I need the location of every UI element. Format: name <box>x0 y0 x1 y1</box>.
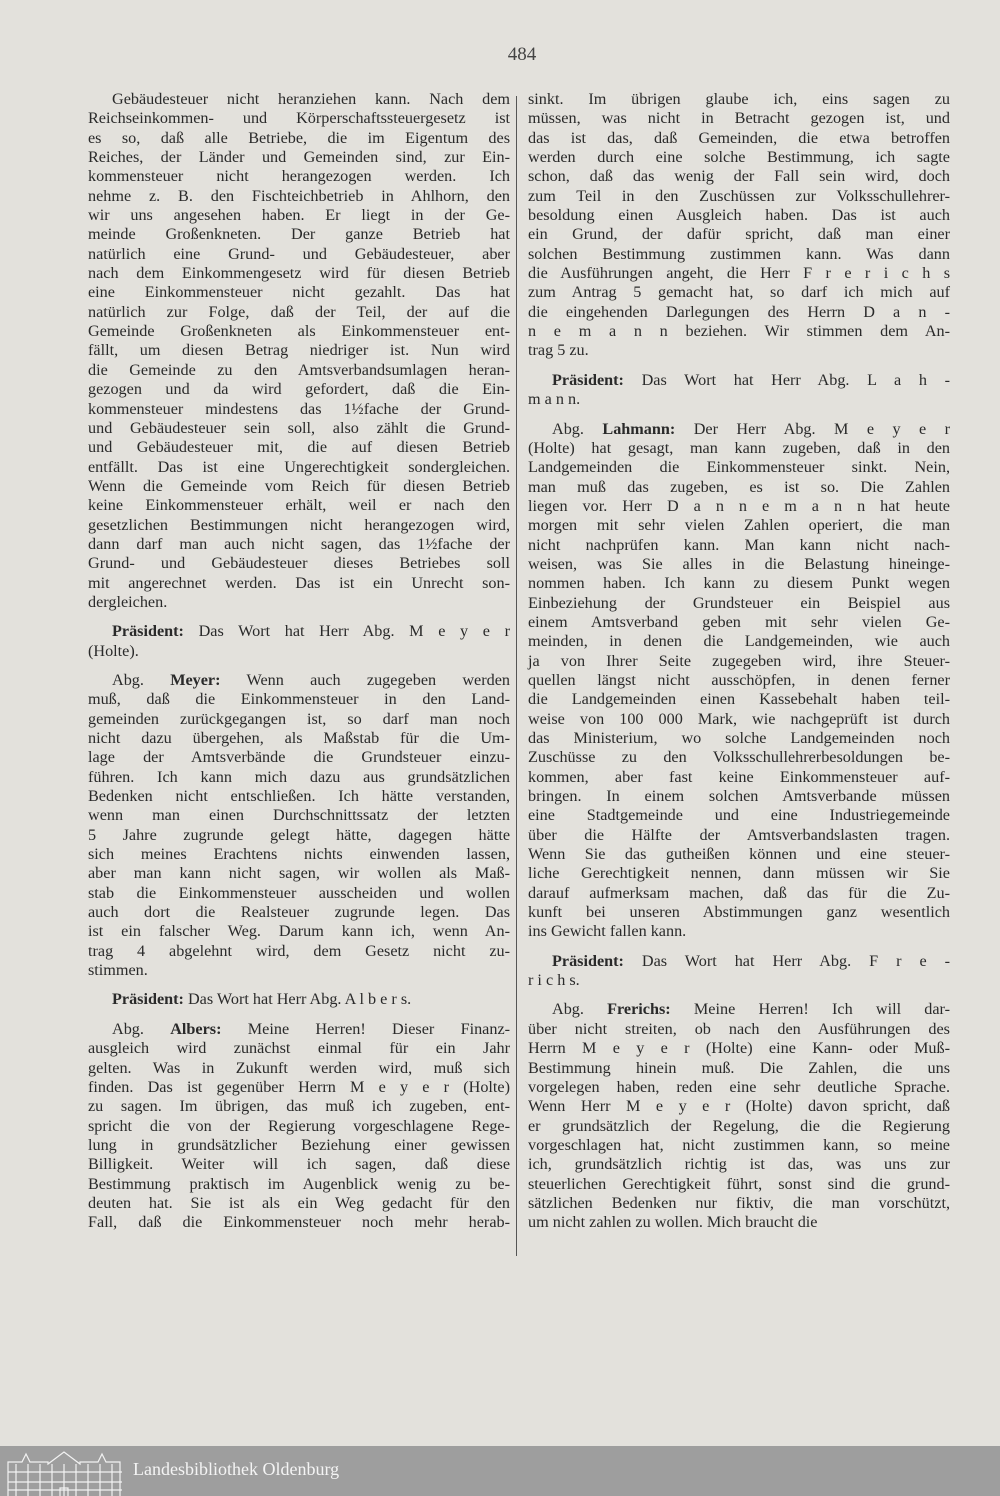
line-text: Wenn Herr M e y e r (Holte) davon spricht, daß <box>528 1097 950 1116</box>
column-divider <box>516 96 517 1256</box>
line-text: Wenn auch zugegeben werden <box>246 670 510 689</box>
text-line <box>528 109 950 128</box>
line-text: Reichseinkommen- und Körperschaftssteuergesetz ist <box>88 109 510 128</box>
line-text: gesetzlichen Bestimmungen nicht herangezogen wird, <box>88 515 510 534</box>
line-text: Wenn Sie das gutheißen können und eine steuer- <box>528 845 950 864</box>
line-text: morgen mit sehr vielen Zahlen operiert, die man <box>528 516 950 535</box>
speech-paragraph <box>528 1000 950 1232</box>
text-line <box>528 516 950 535</box>
text-line <box>88 322 510 341</box>
line-text: Wenn die Gemeinde vom Reich für diesen Betrieb <box>88 476 510 495</box>
text-line <box>88 768 510 787</box>
speech-paragraph <box>88 1020 510 1233</box>
text-line <box>528 1097 950 1116</box>
line-text: die Landgemeinden einen Kassebehalt haben teil- <box>528 690 950 709</box>
text-line <box>528 371 950 390</box>
text-line <box>88 690 510 709</box>
line-text: dergleichen. <box>88 592 168 611</box>
text-line <box>528 1117 950 1136</box>
text-line <box>528 148 950 167</box>
line-text: (Holte) hat gesagt, man kann zugeben, daß in den <box>528 438 950 457</box>
text-line <box>88 1213 510 1232</box>
text-line <box>88 341 510 360</box>
text-line <box>88 245 510 264</box>
text-line <box>88 748 510 767</box>
line-text: stab die Einkommensteuer ausscheiden und wollen <box>88 883 510 902</box>
line-text: (Holte). <box>88 641 139 660</box>
line-text: wir uns angesehen haben. Er liegt in der Ge- <box>88 206 510 225</box>
footer-banner <box>0 1446 1000 1496</box>
speech-paragraph <box>528 371 950 410</box>
text-line <box>528 1213 950 1232</box>
text-line <box>528 1039 950 1058</box>
speaker-prefix: Abg. <box>552 1000 584 1019</box>
line-text: die eingehenden Darlegungen des Herrn D a n - <box>528 302 950 321</box>
line-text: solchen Bestimmung zustimmen kann. Was dann <box>528 244 950 263</box>
text-line <box>528 245 950 264</box>
speech-paragraph <box>528 420 950 942</box>
text-line <box>88 671 510 690</box>
text-line <box>528 884 950 903</box>
line-text: n e m a n n beziehen. Wir stimmen dem An- <box>528 322 950 341</box>
text-line <box>88 1155 510 1174</box>
line-text: Billigkeit. Weiter will ich sagen, daß diese <box>88 1155 510 1174</box>
line-text: r i c h s. <box>528 971 580 990</box>
text-line <box>528 225 950 244</box>
text-line <box>528 1194 950 1213</box>
line-text: Bestimmung praktisch im Augenblick wenig zu be- <box>88 1174 510 1193</box>
text-line <box>528 1020 950 1039</box>
text-paragraph <box>528 90 950 361</box>
line-text: weise von 100 000 Mark, wie nachgeprüft ist durch <box>528 709 950 728</box>
line-text: kommensteuer nicht herangezogen werden. Ich <box>88 167 510 186</box>
line-text: über die Hälfte der Amtsverbandslasten tragen. <box>528 825 950 844</box>
line-text: sinkt. Im übrigen glaube ich, eins sagen zu <box>528 90 950 108</box>
line-text: vorgeschlagen hat, nicht zustimmen kann, so meine <box>528 1135 950 1154</box>
line-text: er grundsätzlich der Regelung, die die Regierung <box>528 1116 950 1135</box>
line-text: nehme z. B. den Fischteichbetrieb in Ahlhorn, den <box>88 186 510 205</box>
line-text: müssen, was nicht in Betracht gezogen ist, und <box>528 109 950 128</box>
line-text: natürlich zur Folge, daß der Teil, der auf die <box>88 302 510 321</box>
text-line <box>88 1039 510 1058</box>
text-line <box>528 458 950 477</box>
text-line <box>88 574 510 593</box>
text-line <box>528 652 950 671</box>
line-text: führen. Ich kann mich dazu aus grundsätzlichen <box>88 767 510 786</box>
line-text: fällt, um diesen Betrag niedriger ist. Nun wird <box>88 341 510 360</box>
text-line <box>88 458 510 477</box>
text-line <box>88 438 510 457</box>
page-number: 484 <box>507 44 537 65</box>
line-text: gezogen und da wird gefordert, daß die Ein- <box>88 380 510 399</box>
text-line <box>88 225 510 244</box>
text-line <box>88 1136 510 1155</box>
line-text: es so, daß alle Betriebe, die im Eigentum des <box>88 128 510 147</box>
line-text: kunft bei unseren Abstimmungen ganz wesentlich <box>528 903 950 922</box>
text-line <box>528 574 950 593</box>
line-text: Landgemeinden die Einkommensteuer sinkt. Nein, <box>528 458 950 477</box>
line-text: trag 4 abgelehnt wird, dem Gesetz nicht zu- <box>88 941 510 960</box>
line-text: Das Wort hat Herr Abg. F r e - <box>641 951 951 970</box>
text-line <box>528 613 950 632</box>
text-line <box>88 1175 510 1194</box>
text-line <box>88 400 510 419</box>
line-text: ist ein falscher Weg. Darum kann ich, wenn An- <box>88 922 510 941</box>
text-line <box>528 439 950 458</box>
line-text: einem Amtsverband geben mit sehr vielen Ge- <box>528 612 950 631</box>
line-text: das ist das, daß Gemeinden, die etwa betroffen <box>528 128 950 147</box>
line-text: zum Teil in den Zuschüssen zur Volksschullehrer- <box>528 186 950 205</box>
text-line <box>528 787 950 806</box>
text-line <box>88 826 510 845</box>
line-text: spricht die von der Regierung vorgeschlagene Rege- <box>88 1116 510 1135</box>
line-text: sätzlichen Bedenken nur fiktiv, die man vorschützt, <box>528 1193 950 1212</box>
line-text: ich, grundsätzlich richtig ist das, was uns zur <box>528 1155 950 1174</box>
line-text: darauf aufmerksam machen, daß das für die Zu- <box>528 883 950 902</box>
text-line <box>88 380 510 399</box>
text-line <box>88 710 510 729</box>
line-text: liegen vor. Herr D a n n e m a n n hat heute <box>528 496 950 515</box>
text-line <box>88 942 510 961</box>
line-text: finden. Das ist gegenüber Herrn M e y e r (Holte) <box>88 1077 510 1096</box>
speech-paragraph <box>88 990 510 1009</box>
speaker-prefix: Abg. <box>112 1019 144 1038</box>
line-text: ins Gewicht fallen kann. <box>528 922 687 941</box>
line-text: steuerlichen Gerechtigkeit führt, sonst sind die grund- <box>528 1174 950 1193</box>
text-line <box>528 555 950 574</box>
line-text: Reiches, der Länder und Gemeinden sind, zur Ein- <box>88 148 510 167</box>
text-line <box>88 845 510 864</box>
line-text: entfällt. Das ist eine Ungerechtigkeit sondergleichen. <box>88 457 510 476</box>
text-line <box>88 864 510 883</box>
text-line <box>528 303 950 322</box>
line-text: Bestimmung hinein muß. Die Zahlen, die uns <box>528 1058 950 1077</box>
text-line <box>528 187 950 206</box>
text-line <box>528 390 950 409</box>
line-text: und Gebäudesteuer sein soll, also zählt die Grund- <box>88 418 510 437</box>
speaker-prefix: Abg. <box>112 670 144 689</box>
text-line <box>88 961 510 980</box>
text-line <box>528 536 950 555</box>
text-line <box>528 1175 950 1194</box>
text-line <box>528 1000 950 1019</box>
text-line <box>88 264 510 283</box>
speaker-label: Präsident: <box>552 370 624 389</box>
line-text: aber man kann nicht sagen, wir wollen als Maß- <box>88 864 510 883</box>
text-line <box>88 535 510 554</box>
text-line <box>528 206 950 225</box>
text-line <box>88 884 510 903</box>
text-paragraph <box>88 90 510 612</box>
line-text: m a n n. <box>528 390 581 409</box>
text-line <box>528 952 950 971</box>
text-line <box>88 419 510 438</box>
speech-paragraph <box>528 952 950 991</box>
line-text: meinden, in denen die Landgemeinden, wie auch <box>528 632 950 651</box>
right-column <box>528 90 950 1243</box>
line-text: man muß das zugeben, es ist so. Die Zahlen <box>528 477 950 496</box>
line-text: ja von Ihrer Seite zugegeben wird, ihre Steuer- <box>528 651 950 670</box>
text-line <box>528 322 950 341</box>
text-line <box>528 845 950 864</box>
line-text: Das Wort hat Herr Abg. A l b e r s. <box>187 990 412 1009</box>
text-line <box>88 922 510 941</box>
line-text: 5 Jahre zugrunde gelegt hätte, dagegen hätte <box>88 825 510 844</box>
text-line <box>88 903 510 922</box>
line-text: Das Wort hat Herr Abg. L a h - <box>641 370 951 389</box>
speaker-label: Lahmann: <box>602 419 676 438</box>
line-text: auch dort die Realsteuer zugrunde legen. Das <box>88 903 510 922</box>
text-line <box>528 710 950 729</box>
text-line <box>88 206 510 225</box>
line-text: zu sagen. Im übrigen, das muß ich zugeben, ent- <box>88 1097 510 1116</box>
line-text: dann darf man auch nicht sagen, das 1½fache der <box>88 534 510 553</box>
text-line <box>88 477 510 496</box>
text-line <box>528 264 950 283</box>
speaker-label: Präsident: <box>112 990 184 1009</box>
line-text: schon, daß das wenig der Fall sein wird, doch <box>528 167 950 186</box>
text-line <box>88 554 510 573</box>
text-line <box>528 1078 950 1097</box>
line-text: zum Antrag 5 gemacht hat, so darf ich mich auf <box>528 283 950 302</box>
line-text: lung in grundsätzlicher Beziehung einer gewissen <box>88 1135 510 1154</box>
speaker-label: Präsident: <box>112 622 184 641</box>
text-line <box>528 341 950 360</box>
line-text: Herrn M e y e r (Holte) eine Kann- oder Muß- <box>528 1039 950 1058</box>
text-line <box>88 303 510 322</box>
library-name: Landesbibliothek Oldenburg <box>133 1459 340 1479</box>
text-line <box>528 1136 950 1155</box>
line-text: nommen haben. Ich kann zu diesem Punkt wegen <box>528 574 950 593</box>
speech-paragraph <box>88 622 510 661</box>
line-text: das Ministerium, wo solche Landgemeinden noch <box>528 729 950 747</box>
line-text: besoldung einen Ausgleich haben. Das ist auch <box>528 206 950 225</box>
line-text: wenn man einen Durchschnittssatz der letzten <box>88 806 510 825</box>
text-line <box>528 922 950 941</box>
text-line <box>528 129 950 148</box>
line-text: meinde Großenkneten. Der ganze Betrieb hat <box>88 225 510 244</box>
text-line <box>528 971 950 990</box>
line-text: vorgelegen haben, reden eine sehr deutliche Sprache. <box>528 1077 950 1096</box>
line-text: bringen. In einem solchen Amtsverbande müssen <box>528 787 950 806</box>
text-line <box>88 167 510 186</box>
text-line <box>528 864 950 883</box>
text-line <box>88 109 510 128</box>
text-line <box>88 361 510 380</box>
text-line <box>88 516 510 535</box>
text-line <box>528 90 950 109</box>
text-line <box>528 594 950 613</box>
line-text: keine Einkommensteuer erhält, weil er nach den <box>88 496 510 515</box>
line-text: gelten. Was in Zukunft werden wird, muß sich <box>88 1058 510 1077</box>
text-line <box>528 478 950 497</box>
line-text: sich meines Erachtens nichts einwenden lassen, <box>88 845 510 864</box>
text-line <box>88 1020 510 1039</box>
line-text: lage der Amtsverbände die Grundsteuer einzu- <box>88 748 510 767</box>
line-text: um nicht zahlen zu wollen. Mich braucht die <box>528 1213 818 1232</box>
line-text: stimmen. <box>88 961 148 980</box>
library-building-logo-icon <box>6 1450 124 1496</box>
text-line <box>528 283 950 302</box>
line-text: kommen, aber fast keine Einkommensteuer auf- <box>528 767 950 786</box>
text-line <box>88 496 510 515</box>
line-text: weisen, was Sie alles in die Belastung hineinge- <box>528 554 950 573</box>
line-text: Der Herr Abg. M e y e r <box>693 419 951 438</box>
text-line <box>88 1059 510 1078</box>
line-text: und Gebäudesteuer mit, die auf diesen Betrieb <box>88 438 510 457</box>
text-line <box>88 787 510 806</box>
text-line <box>88 806 510 825</box>
text-line <box>528 497 950 516</box>
line-text: über nicht streiten, ob nach den Ausführungen des <box>528 1019 950 1038</box>
text-line <box>528 632 950 651</box>
text-line <box>528 826 950 845</box>
speaker-prefix: Abg. <box>552 419 584 438</box>
speaker-label: Meyer: <box>170 670 221 689</box>
text-line <box>528 1059 950 1078</box>
text-line <box>88 622 510 641</box>
line-text: Einbeziehung der Grundsteuer ein Beispiel aus <box>528 593 950 612</box>
text-line <box>88 283 510 302</box>
left-column <box>88 90 510 1243</box>
speaker-label: Frerichs: <box>607 1000 671 1019</box>
line-text: quellen längst nicht ausschöpfen, in denen ferner <box>528 670 950 689</box>
line-text: Zuschüsse zu den Volksschullehrerbesoldungen be- <box>528 748 950 767</box>
line-text: kommensteuer mindestens das 1½fache der Grund- <box>88 399 510 418</box>
text-line <box>528 748 950 767</box>
line-text: mit angerechnet werden. Das ist ein Unrecht son- <box>88 573 510 592</box>
line-text: Bedenken nicht entschließen. Ich hätte verstanden, <box>88 787 510 806</box>
line-text: muß, daß die Einkommensteuer in den Land- <box>88 690 510 709</box>
text-line <box>88 187 510 206</box>
line-text: nach dem Einkommengesetz wird für diesen Betrieb <box>88 264 510 283</box>
text-line <box>88 1117 510 1136</box>
speaker-label: Präsident: <box>552 951 624 970</box>
line-text: ein Grund, der dafür spricht, daß man einer <box>528 225 950 244</box>
line-text: Fall, daß die Einkommensteuer noch mehr herab- <box>88 1213 510 1232</box>
text-line <box>528 729 950 748</box>
text-line <box>528 806 950 825</box>
text-line <box>528 671 950 690</box>
line-text: trag 5 zu. <box>528 341 589 360</box>
text-line <box>88 1097 510 1116</box>
line-text: eine Stadtgemeinde und eine Industriegemeinde <box>528 806 950 825</box>
text-line <box>88 593 510 612</box>
text-line <box>528 167 950 186</box>
line-text: Grund- und Gebäudesteuer dieses Betriebes soll <box>88 554 510 573</box>
text-line <box>88 642 510 661</box>
text-line <box>88 729 510 748</box>
line-text: nicht nachprüfen kann. Man kann nicht nach- <box>528 535 950 554</box>
line-text: die Ausführungen angeht, die Herr F r e r i c h s <box>528 264 950 283</box>
line-text: Gemeinde Großenkneten als Einkommensteuer ent- <box>88 322 510 341</box>
line-text: die Gemeinde zu den Amtsverbandsumlagen heran- <box>88 360 510 379</box>
line-text: liche Gerechtigkeit nennen, dann müssen wir Sie <box>528 864 950 883</box>
line-text: Gebäudesteuer nicht heranziehen kann. Nach dem <box>112 90 510 108</box>
text-line <box>88 990 510 1009</box>
line-text: werden durch eine solche Bestimmung, ich sagte <box>528 148 950 167</box>
text-line <box>88 1194 510 1213</box>
text-line <box>88 148 510 167</box>
line-text: Meine Herren! Dieser Finanz- <box>247 1019 511 1038</box>
text-line <box>88 90 510 109</box>
line-text: gemeinden zurückgegangen ist, so darf man noch <box>88 709 510 728</box>
text-line <box>88 1078 510 1097</box>
line-text: ausgleich wird zunächst einmal für ein Jahr <box>88 1039 510 1058</box>
line-text: deuten hat. Sie ist als ein Weg gedacht für den <box>88 1193 510 1212</box>
speech-paragraph <box>88 671 510 981</box>
line-text: Das Wort hat Herr Abg. M e y e r <box>198 622 510 641</box>
text-line <box>528 690 950 709</box>
line-text: nicht dazu übergehen, als Maßstab für die Um- <box>88 729 510 747</box>
text-line <box>528 1155 950 1174</box>
line-text: natürlich eine Grund- und Gebäudesteuer, aber <box>88 244 510 263</box>
line-text: Meine Herren! Ich will dar- <box>693 1000 951 1019</box>
text-line <box>528 903 950 922</box>
text-line <box>88 129 510 148</box>
line-text: eine Einkommensteuer nicht gezahlt. Das hat <box>88 283 510 302</box>
text-line <box>528 420 950 439</box>
speaker-label: Albers: <box>170 1019 222 1038</box>
text-line <box>528 768 950 787</box>
